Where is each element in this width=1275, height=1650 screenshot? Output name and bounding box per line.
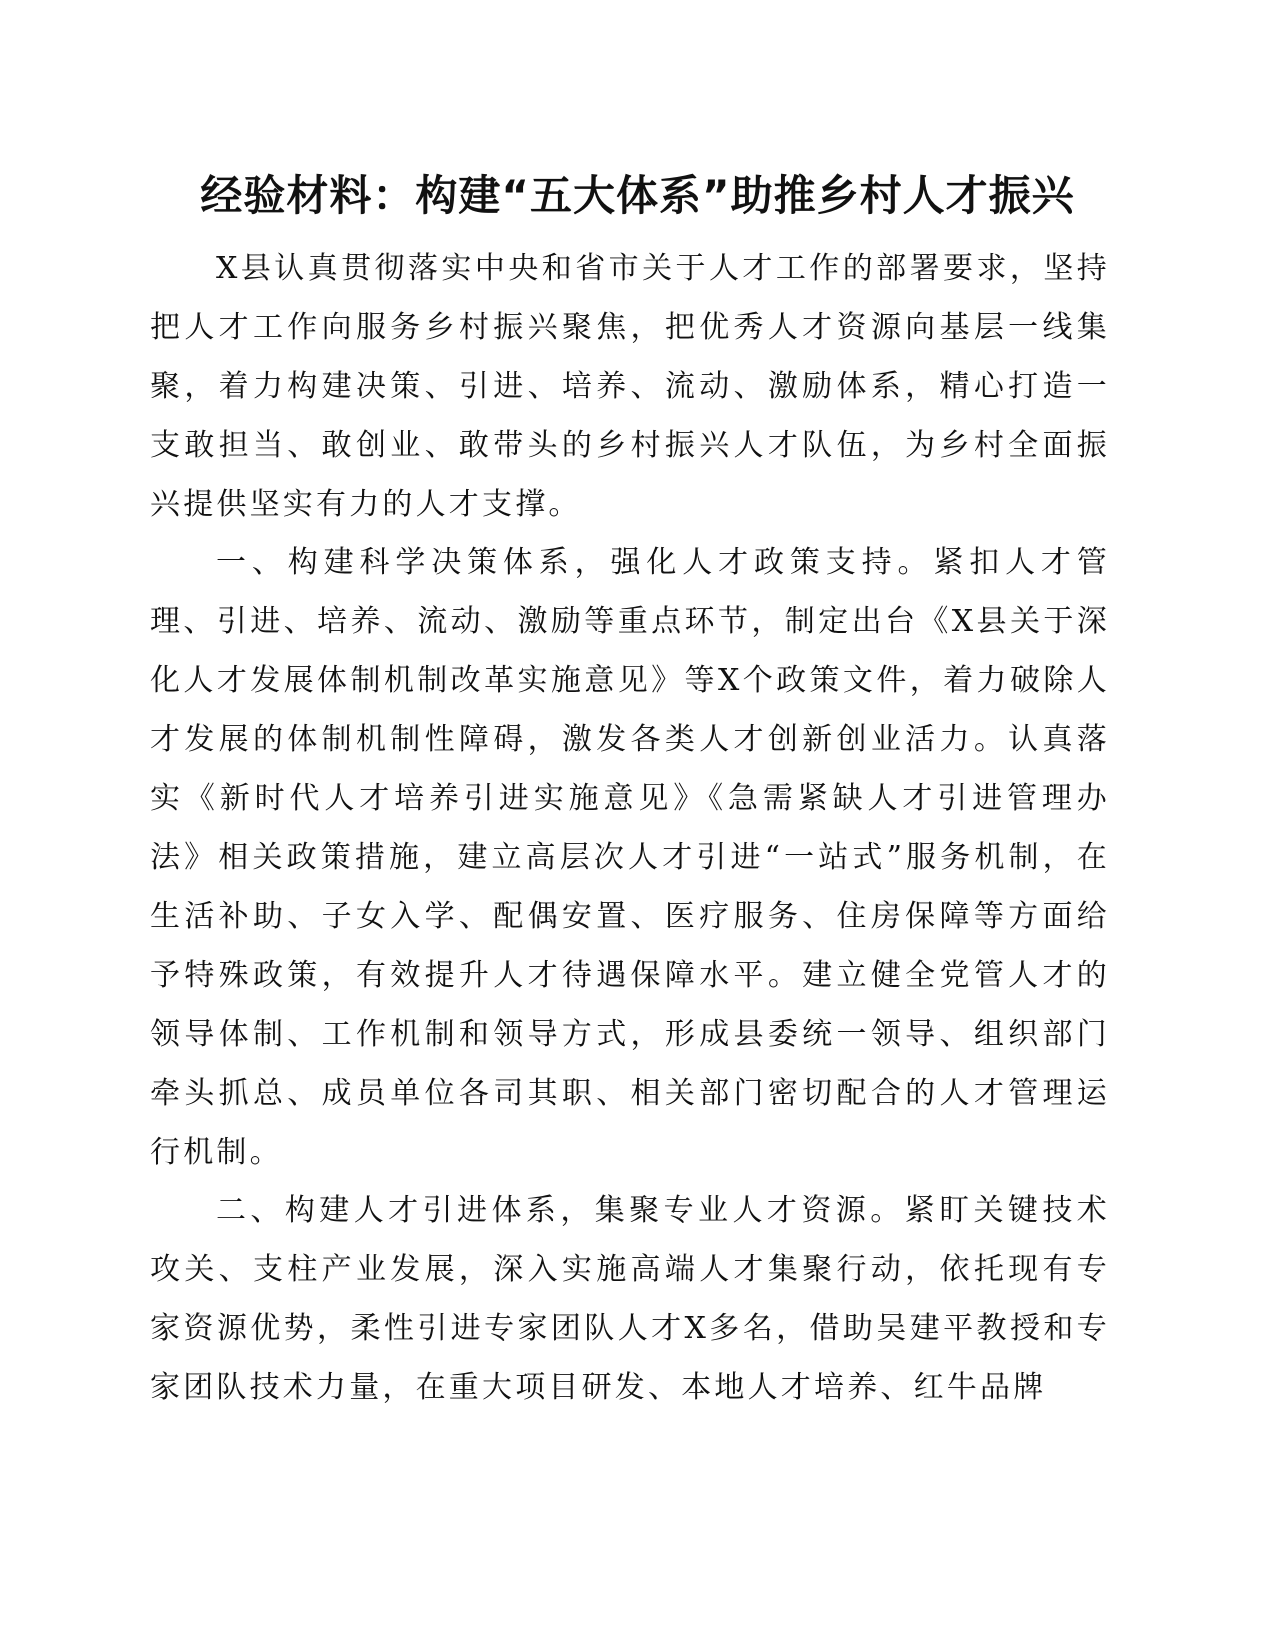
document-title: 经验材料：构建“五大体系”助推乡村人才振兴 [200, 171, 1075, 220]
paragraph-intro: X县认真贯彻落实中央和省市关于人才工作的部署要求，坚持把人才工作向服务乡村振兴聚焦，把优秀人才资源向基层一线集聚，着力构建决策、引进、培养、流动、激励体系，精心打造一支敢担当、敢创业、敢带头的乡村振兴人才队伍，为乡村全面振兴提供坚实有力的人才支撑。 [150, 251, 1110, 522]
paragraph-section-1: 一、构建科学决策体系，强化人才政策支持。紧扣人才管理、引进、培养、流动、激励等重点环节，制定出台《X县关于深化人才发展体制机制改革实施意见》等X个政策文件，着力破除人才发展的体制机制性障碍，激发各类人才创新创业活力。认真落实《新时代人才培养引进实施意见》《急需紧缺人才引进管理办法》相关政策措施，建立高层次人才引进“一站式”服务机制，在生活补助、子女入学、配偶安置、医疗服务、住房保障等方面给予特殊政策，有效提升人才待遇保障水平。建立健全党管人才的领导体制、工作机制和领导方式，形成县委统一领导、组织部门牵头抓总、成员单位各司其职、相关部门密切配合的人才管理运行机制。 [150, 545, 1110, 1170]
paragraph-section-2: 二、构建人才引进体系，集聚专业人才资源。紧盯关键技术攻关、支柱产业发展，深入实施高端人才集聚行动，依托现有专家资源优势，柔性引进专家团队人才X多名，借助吴建平教授和专家团队技术力量，在重大项目研发、本地人才培养、红牛品牌 [150, 1193, 1110, 1405]
